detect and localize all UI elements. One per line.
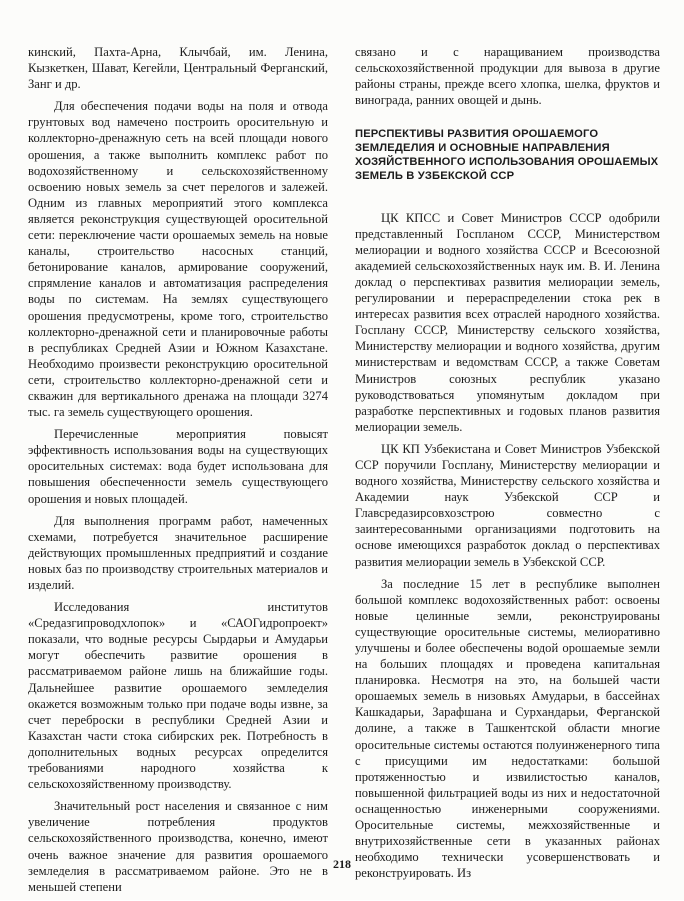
paragraph: кинский, Пахта-Арна, Клычбай, им. Ленина, Кызкеткен, Шават, Кегейли, Центральный Ферганский, Занг и др. xyxy=(28,45,328,92)
paragraph: ЦК КПСС и Совет Министров СССР одобрили представленный Госпланом СССР, Министерством мелиорации и водного хозяйства СССР и Всесоюзной академией сельскохозяйственных наук им. В. И. Ленина доклад о перспективах развития мелиорации земель, регулировании и перераспределении стока рек в интересах развития всех отраслей народного хозяйства. Госплану СССР, Министерству сельского хозяйства, Министерству мелиорации и водного хозяйства, другим министерствам и ведомствам СССР, а также Советам Министров союзных республик указано руководствоваться упомянутым докладом при разработке перспективных и годовых планов развития мелиорации земель. xyxy=(355,210,660,434)
paragraph: Перечисленные мероприятия повысят эффективность использования воды на существующих оросительных системах: вода будет использована для повышения обеспеченности земель существующего орошения и новых площадей. xyxy=(28,427,328,506)
paragraph: Исследования институтов «Средазгипроводхлопок» и «САОГидропроект» показали, что водные ресурсы Сырдарьи и Амударьи могут обеспечить развитие орошения в рассматриваемом районе лишь на ближайшие годы. Дальнейшее развитие орошаемого земледелия окажется возможным только при подаче воды извне, за счет переброски в республики Средней Азии и Казахстан части стока сибирских рек. Потребность в дополнительных водных ресурсах определится требованиями народного хозяйства к сельскохозяйственному производству. xyxy=(28,600,328,792)
paragraph: связано и с наращиванием производства сельскохозяйственной продукции для вывоза в другие районы страны, прежде всего хлопка, шелка, фруктов и винограда, ранних овощей и дынь. xyxy=(355,45,660,108)
section-heading: ПЕРСПЕКТИВЫ РАЗВИТИЯ ОРОШАЕМОГО ЗЕМЛЕДЕЛИЯ И ОСНОВНЫЕ НАПРАВЛЕНИЯ ХОЗЯЙСТВЕННОГО ИСПОЛЬЗОВАНИЯ ОРОШАЕМЫХ ЗЕМЕЛЬ В УЗБЕКСКОЙ ССР xyxy=(355,128,659,182)
paragraph: Для выполнения программ работ, намеченных схемами, потребуется значительное расширение действующих промышленных предприятий и создание новых баз по производству строительных материалов и изделий. xyxy=(28,513,328,592)
page-number: 218 xyxy=(333,857,351,871)
paragraph: За последние 15 лет в республике выполнен большой комплекс водохозяйственных работ: освоены новые целинные земли, реконструированы существующие оросительные системы, мелиоративно улучшены и более обеспечены водой орошаемые земли на больших площадях и проведена капитальная планировка. Несмотря на это, на большей части орошаемых земель в низовьях Амударьи, в бассейнах Кашкадарьи, Зарафшана и Сурхандарьи, Ферганской долине, а также в Ташкентской области многие оросительные системы остаются полуинженерного типа с присущими им недостатками: большой протяженностью и извилистостью каналов, повышенной фильтрацией воды из них и недостаточной оснащенностью инженерными сооружениями. Оросительные системы, межхозяйственные и внутрихозяйственные сети в указанных районах необходимо технически усовершенствовать и реконструировать. Из xyxy=(355,576,660,881)
paragraph: Значительный рост населения и связанное с ним увеличение потребления продуктов сельскохозяйственного производства, конечно, имеют очень важное значение для развития орошаемого земледелия в рассматриваемом районе. Это не в меньшей степени xyxy=(28,799,328,894)
right-column xyxy=(355,44,660,887)
paragraph: Для обеспечения подачи воды на поля и отвода грунтовых вод намечено построить оросительную и коллекторно-дренажную сеть на всей площади нового орошения, а также выполнить комплекс работ по водохозяйственному и сельскохозяйственному освоению новых земель за счет перелогов и залежей. Одним из главных мероприятий этого комплекса является реконструкция существующей оросительной сети: переключение части орошаемых земель на новые каналы, строительство насосных станций, бетонирование каналов, армирование сооружений, спрямление каналов и автоматизация распределения воды по системам. На землях существующего орошения предусмотрены, кроме того, строительство коллекторно-дренажной сети и планировочные работы в республиках Средней Азии и Южном Казахстане. Необходимо произвести реконструкцию оросительной сети, строительство коллекторно-дренажной сети и скважин для вертикального дренажа на площади 3274 тыс. га земель существующего орошения. xyxy=(28,99,328,420)
paragraph: ЦК КП Узбекистана и Совет Министров Узбекской ССР поручили Госплану, Министерству мелиорации и водного хозяйства, Министерству сельского хозяйства и Академии наук Узбекской ССР и Главсредазирсовхозстрою совместно с заинтересованными организациями подготовить на основе имеющихся разработок доклад о перспективах развития мелиорации земель в Узбекской ССР. xyxy=(355,441,660,569)
left-column xyxy=(28,44,328,901)
